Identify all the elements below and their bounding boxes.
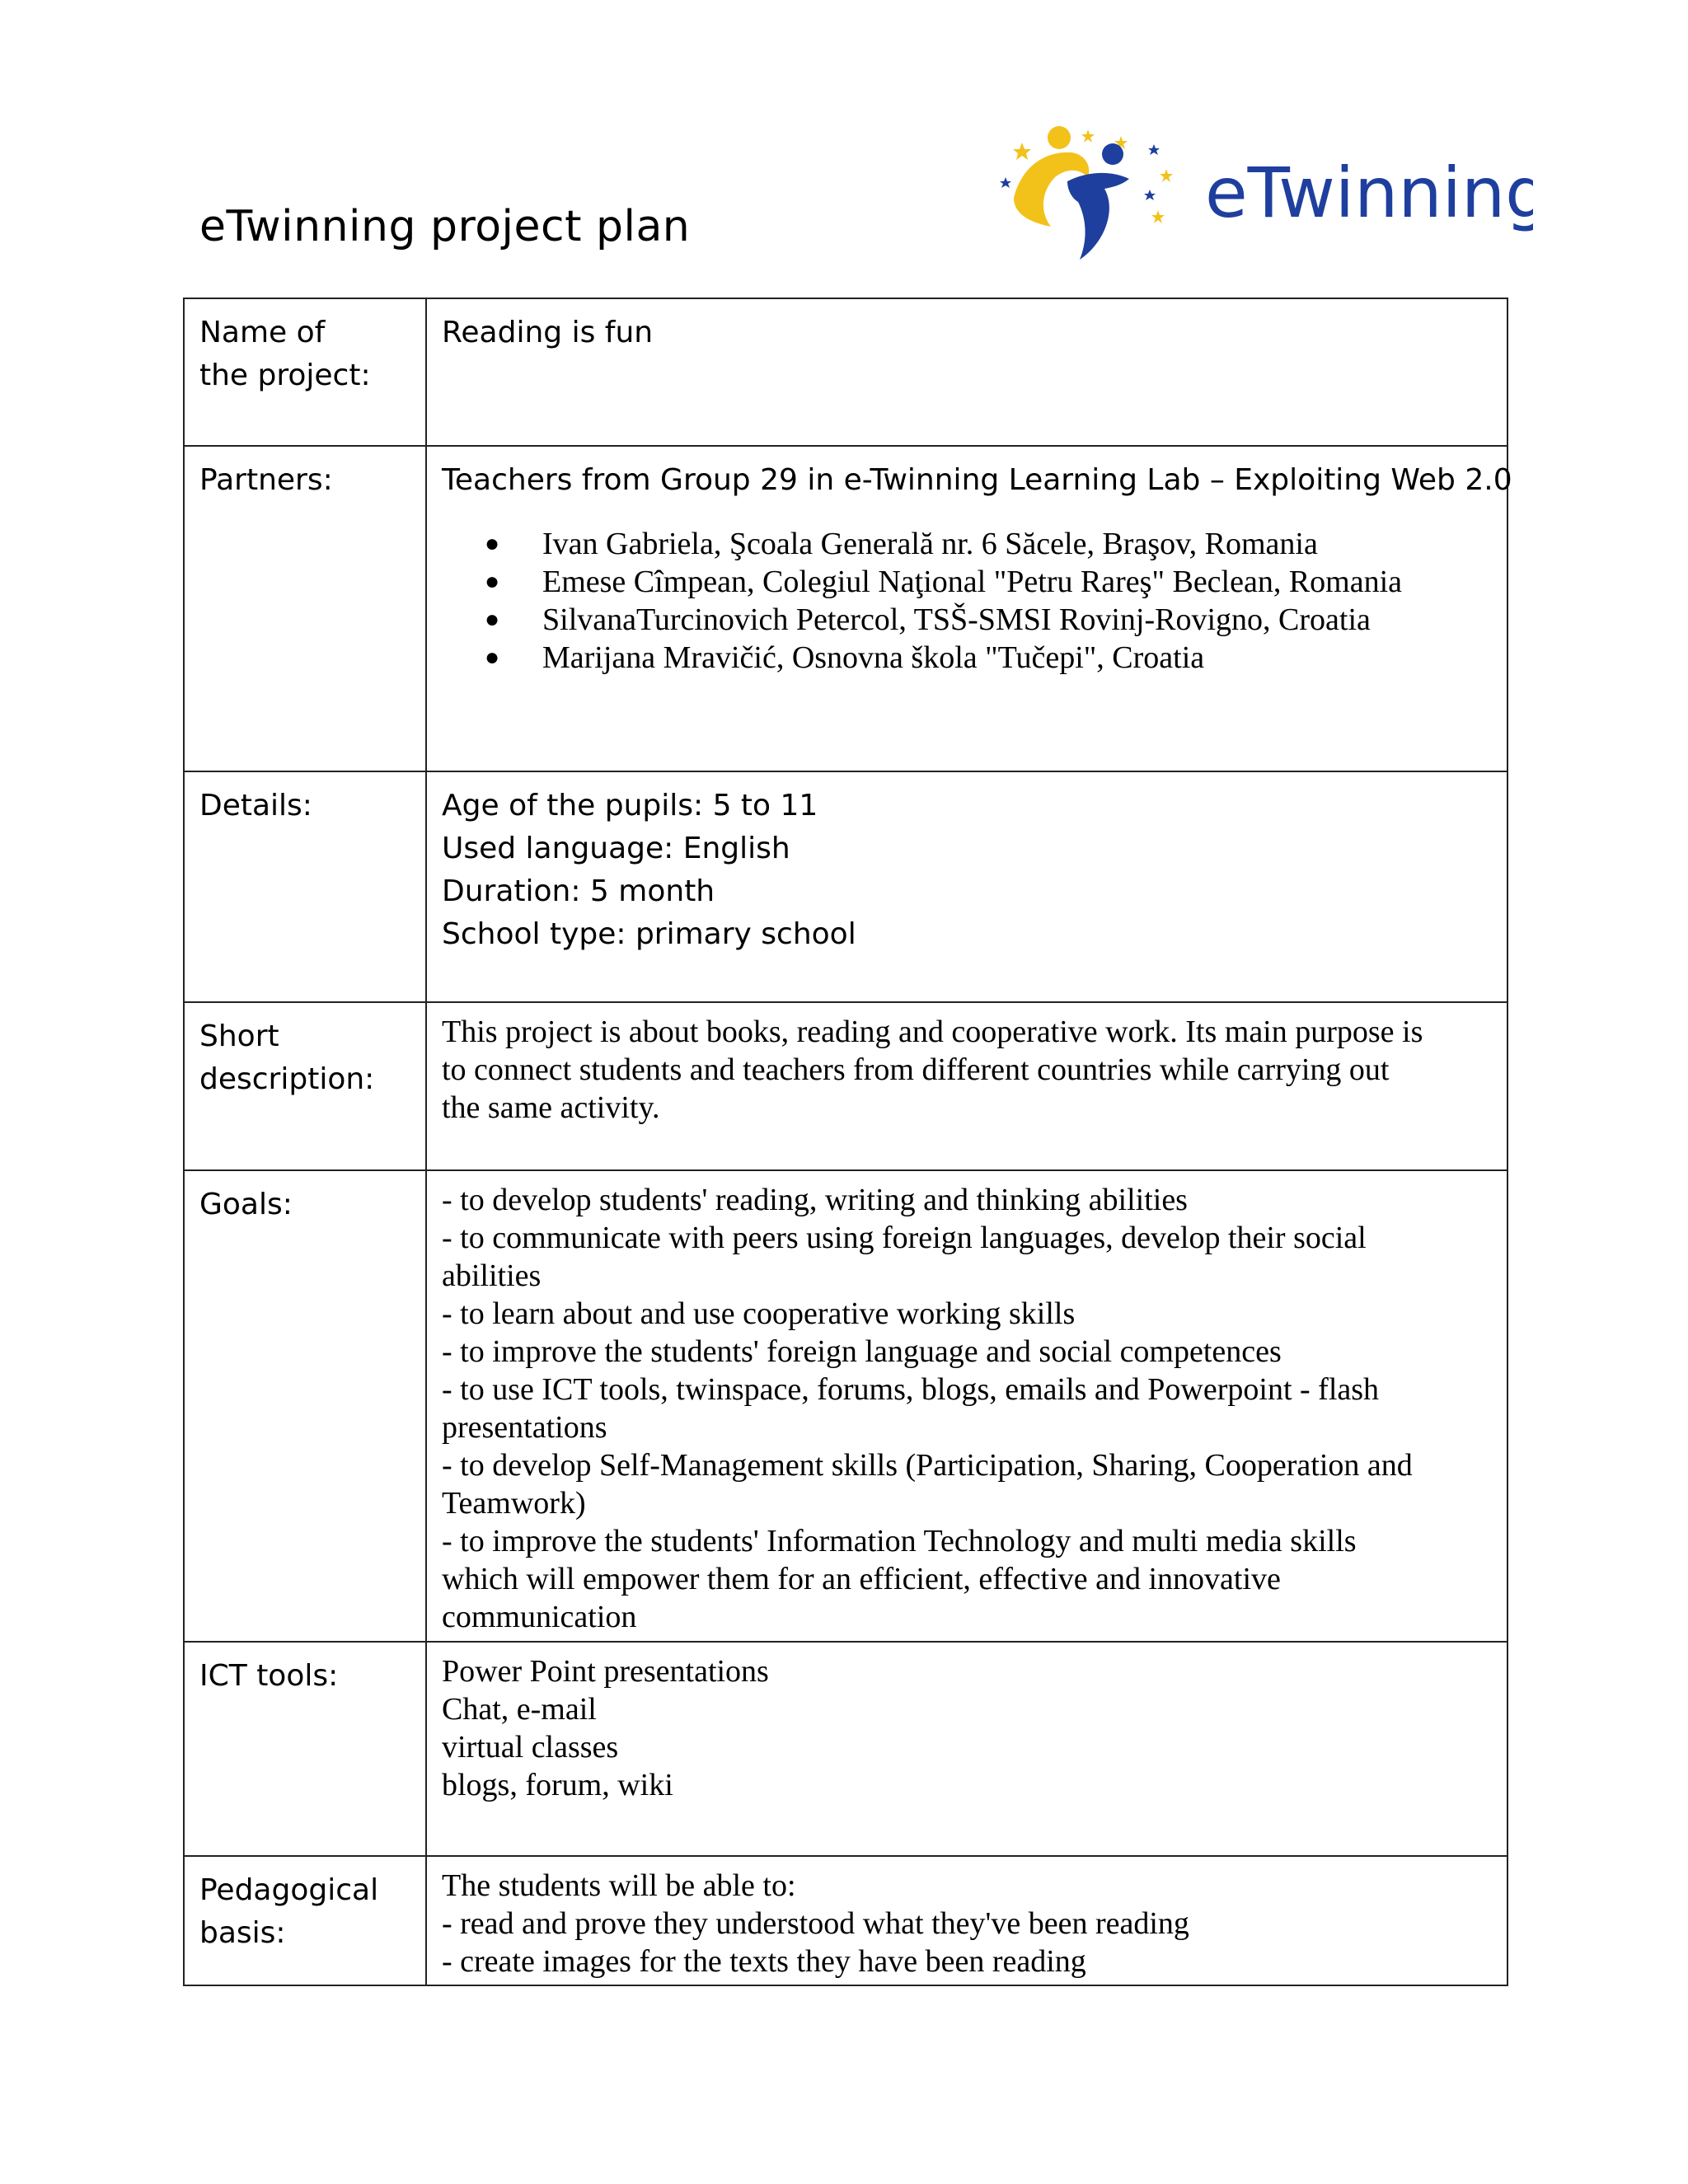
row-pedagogical-basis <box>184 1856 1507 1985</box>
row-project-name <box>184 298 1507 446</box>
text-line: blogs, forum, wiki <box>442 1768 673 1802</box>
bullet-icon: ● <box>485 568 500 595</box>
bullet-icon: ● <box>485 606 500 633</box>
project-name-value: Reading is fun <box>442 316 654 349</box>
row-label: Short description: <box>199 1019 375 1096</box>
text-line: - to learn about and use cooperative working skills <box>442 1296 1076 1331</box>
row-label: Details: <box>199 789 312 823</box>
text-line: - to develop students' reading, writing and thinking abilities <box>442 1183 1188 1217</box>
row-label: Partners: <box>199 463 333 497</box>
ict-tools-text <box>427 1643 1507 1804</box>
text-line: Chat, e-mail <box>442 1692 597 1727</box>
text-line: Power Point presentations <box>442 1654 769 1689</box>
etwinning-logo <box>989 120 1533 268</box>
text-line: The students will be able to: <box>442 1868 796 1903</box>
text-line: - create images for the texts they have been reading <box>442 1944 1086 1979</box>
value-cell <box>426 1642 1507 1856</box>
details-line: Duration: 5 month <box>442 874 715 908</box>
value-cell <box>426 298 1507 446</box>
goals-text <box>427 1171 1507 1636</box>
value-cell <box>426 1002 1507 1170</box>
logo-wordmark: eTwinning <box>1205 152 1533 233</box>
text-line: - to communicate with peers using foreign languages, develop their social <box>442 1221 1367 1255</box>
text-line: This project is about books, reading and cooperative work. Its main purpose is <box>442 1015 1423 1049</box>
row-details <box>184 771 1507 1002</box>
page-title: eTwinning project plan <box>199 202 691 251</box>
text-line: - to use ICT tools, twinspace, forums, blogs, emails and Powerpoint - flash <box>442 1372 1380 1407</box>
text-line: Teamwork) <box>442 1486 586 1521</box>
label-cell <box>184 1170 426 1642</box>
text-line: to connect students and teachers from different countries while carrying out <box>442 1052 1390 1087</box>
text-line: - read and prove they understood what they've been reading <box>442 1906 1189 1941</box>
bullet-icon: ● <box>485 644 500 671</box>
list-item <box>427 639 1507 677</box>
partner-name: Emese Cîmpean, Colegiul Naţional "Petru Rareş" Beclean, Romania <box>542 565 1403 599</box>
text-line: abilities <box>442 1258 542 1293</box>
value-cell <box>426 1170 1507 1642</box>
details-line: Age of the pupils: 5 to 11 <box>442 789 818 823</box>
label-cell <box>184 1642 426 1856</box>
text-line: virtual classes <box>442 1730 619 1765</box>
row-partners <box>184 446 1507 771</box>
list-item <box>427 563 1507 601</box>
partners-heading: Teachers from Group 29 in e-Twinning Learning Lab – Exploiting Web 2.0 <box>442 463 1512 497</box>
text-line: - to improve the students' foreign language and social competences <box>442 1334 1282 1369</box>
row-label: ICT tools: <box>199 1659 339 1693</box>
list-item <box>427 601 1507 639</box>
etwinning-logo-graphic <box>989 120 1533 268</box>
text-line: the same activity. <box>442 1090 660 1125</box>
row-goals <box>184 1170 1507 1642</box>
text-line: communication <box>442 1600 637 1634</box>
partner-name: SilvanaTurcinovich Petercol, TSŠ-SMSI Rovinj-Rovigno, Croatia <box>542 602 1371 637</box>
row-label: Name of the project: <box>199 316 371 392</box>
project-plan-table <box>183 298 1512 1986</box>
description-text <box>427 1003 1507 1127</box>
text-line: - to develop Self-Management skills (Participation, Sharing, Cooperation and <box>442 1448 1413 1483</box>
details-text <box>427 772 1507 956</box>
row-label: Goals: <box>199 1188 293 1221</box>
details-line: Used language: English <box>442 832 790 865</box>
partner-name: Ivan Gabriela, Şcoala Generală nr. 6 Săcele, Braşov, Romania <box>542 527 1318 561</box>
text-line: which will empower them for an efficient, effective and innovative <box>442 1562 1281 1596</box>
label-cell <box>184 446 426 771</box>
list-item <box>427 525 1507 563</box>
text-line: presentations <box>442 1410 607 1445</box>
pedagogical-text <box>427 1857 1507 1980</box>
partner-name: Marijana Mravičić, Osnovna škola "Tučepi", Croatia <box>542 640 1205 675</box>
row-ict-tools <box>184 1642 1507 1856</box>
value-cell <box>426 446 1512 771</box>
label-cell <box>184 298 426 446</box>
details-line: School type: primary school <box>442 917 856 951</box>
label-cell <box>184 1002 426 1170</box>
row-short-description <box>184 1002 1507 1170</box>
text-line: - to improve the students' Information Technology and multi media skills <box>442 1524 1357 1558</box>
value-cell <box>426 771 1507 1002</box>
row-label: Pedagogical basis: <box>199 1873 379 1950</box>
partners-list <box>427 525 1507 677</box>
value-cell <box>426 1856 1507 1985</box>
label-cell <box>184 1856 426 1985</box>
label-cell <box>184 771 426 1002</box>
bullet-icon: ● <box>485 530 500 557</box>
